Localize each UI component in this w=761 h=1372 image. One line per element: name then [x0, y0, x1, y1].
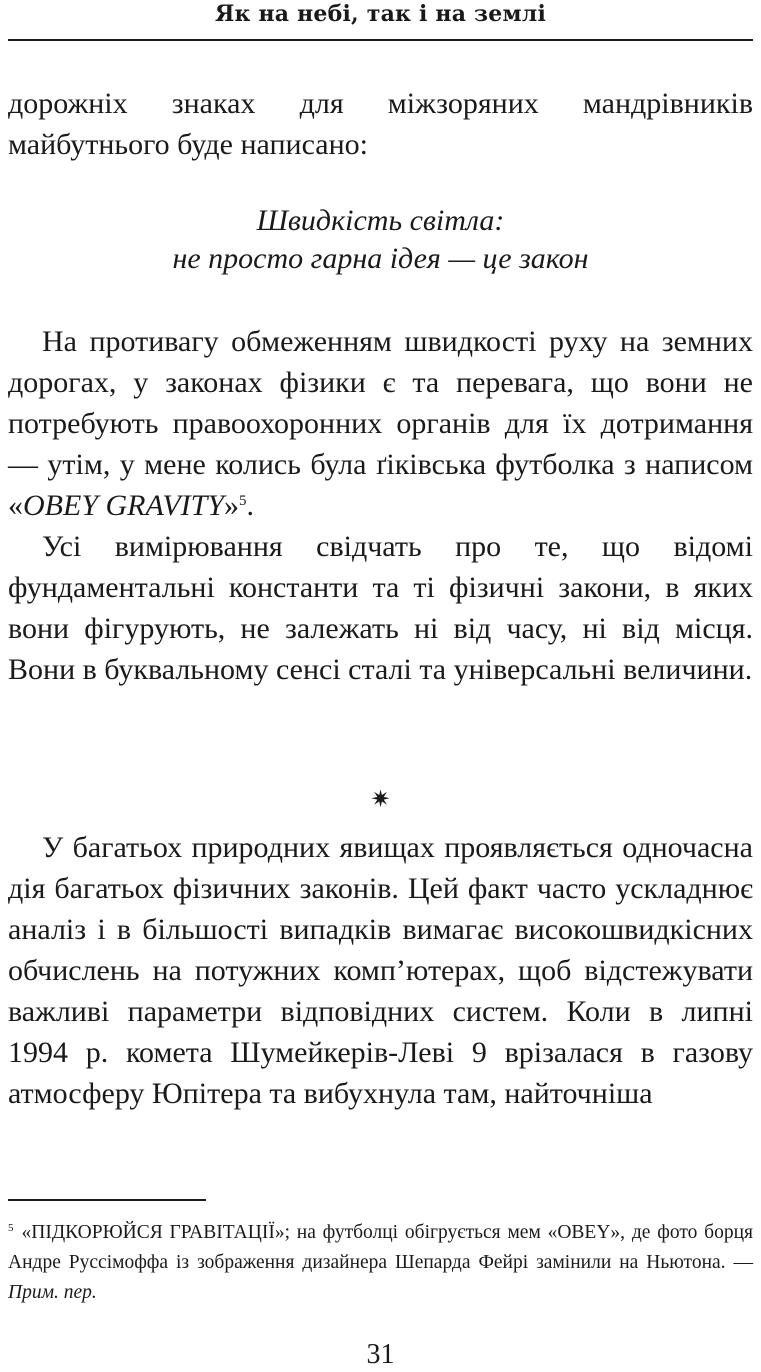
running-head: Як на небі, так і на землі: [214, 1, 547, 27]
footnote-text: «ПІДКОРЮЙСЯ ГРАВІТАЦІЇ»; на футболці обігрується мем «OBEY», де фото борця Андре Руссімоффа із зображення дизайнера Шепарда Фейрі замінили на Ньютона. —: [8, 1222, 753, 1273]
shirt-slogan: OBEY GRAVITY: [23, 489, 225, 522]
paragraph-speed-limits-text: На противагу обмеженням швидкості руху на земних дорогах, у законах фізики є та перевага, що вони не потребують правоохоронних органів для їх дотримання — утім, у мене колись була ґіківська футболка з написом «: [8, 325, 753, 522]
epigraph: [8, 202, 753, 278]
header-rule: [8, 39, 753, 41]
text-block-continued: [8, 83, 753, 165]
paragraph-speed-limits: [8, 321, 753, 526]
paragraph-constants: Усі вимірювання свідчать про те, що відомі фундаментальні константи та ті фізичні закони, в яких вони фігурують, не залежать ні від часу, ні від місця. Вони в буквальному сенсі сталі та універсальні величини.: [8, 530, 753, 686]
footnote-mark: 5: [8, 1222, 14, 1234]
epigraph-line-2: не просто гарна ідея — це закон: [172, 242, 589, 275]
footnote-reference[interactable]: 5: [239, 493, 247, 509]
section-separator-star-icon: ✷: [370, 785, 391, 813]
footnote-rule: [8, 1199, 206, 1201]
text-block-main: [8, 321, 753, 690]
text-block-after-separator: [8, 827, 753, 1114]
paragraph-continued: дорожніх знаках для міжзоряних мандрівників майбутнього буде написано:: [8, 87, 753, 161]
closing-quote: »: [224, 489, 240, 522]
epigraph-line-1: Швидкість світла:: [256, 204, 505, 237]
footnote-paragraph: [8, 1213, 753, 1308]
page-number: 31: [366, 1339, 395, 1370]
footnote: [8, 1213, 753, 1308]
translator-note: Прим. пер.: [8, 1282, 97, 1303]
paragraph-natural-phenomena: У багатьох природних явищах проявляється одночасна дія багатьох фізичних законів. Цей факт часто ускладнює аналіз і в більшості випадків вимагає високошвидкісних обчислень на потужних комп’ютерах, щоб відстежувати важливі параметри відповідних систем. Коли в липні 1994 р. комета Шумейкерів-Леві 9 врізалася в газову атмосферу Юпітера та вибухнула там, найточніша: [8, 831, 753, 1110]
period: .: [246, 489, 255, 522]
